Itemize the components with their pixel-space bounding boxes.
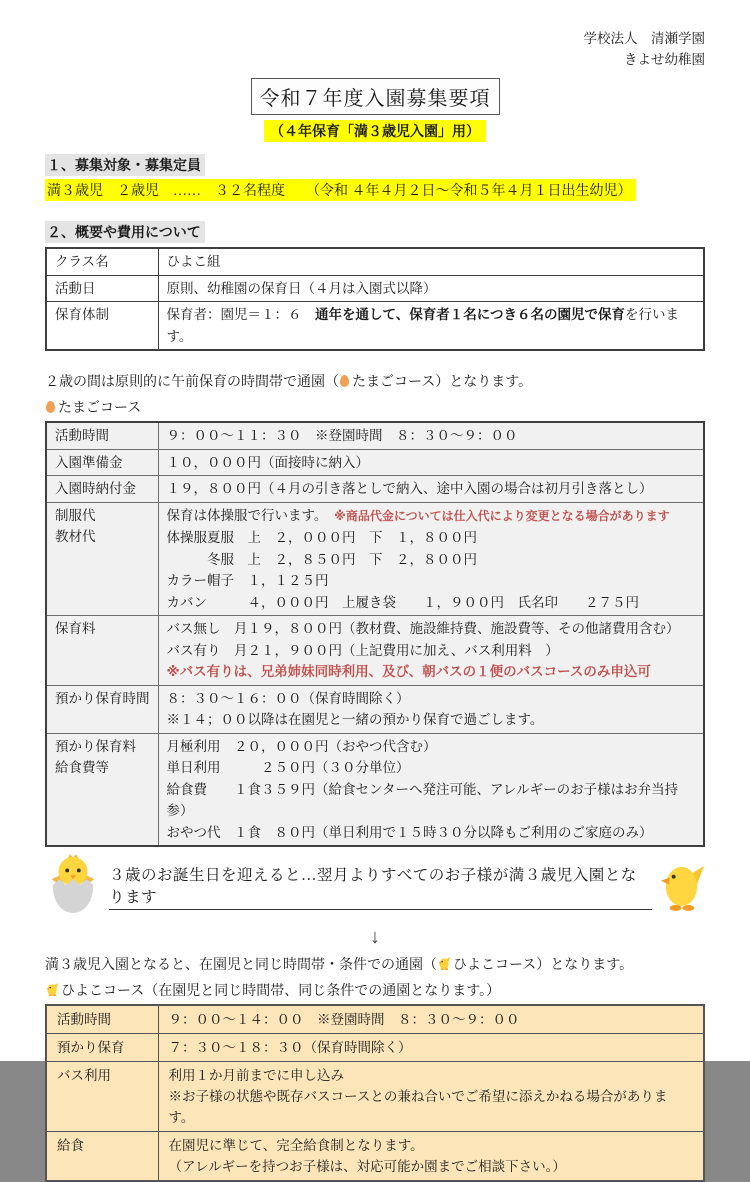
table-row (46, 1005, 704, 1034)
row-label (46, 1132, 158, 1182)
chick-icon (438, 956, 451, 971)
row-value-line (169, 1156, 694, 1177)
table-row (46, 476, 704, 503)
recruit-target-line: 満３歳児 ２歳児 …… ３２名程度 （令和 ４年４月２日～令和５年４月１日出生幼児） (45, 179, 636, 201)
egg-icon (46, 401, 55, 413)
table-row (46, 1034, 704, 1062)
row-value-line (169, 1065, 694, 1086)
tamago-intro (45, 371, 705, 391)
row-value-line (167, 640, 696, 662)
row-value (158, 616, 704, 686)
chick-icon (46, 982, 59, 997)
row-label-line: 活動時間 (55, 428, 109, 443)
down-arrow: ↓ (370, 926, 380, 948)
row-value-line (167, 304, 696, 347)
row-label-line: 保育体制 (55, 307, 109, 322)
row-label (46, 1034, 158, 1062)
row-value-line (167, 278, 696, 300)
row-label (46, 449, 158, 476)
row-value (158, 502, 704, 616)
row-label-line: クラス名 (55, 254, 109, 269)
table-row (46, 502, 704, 616)
row-value-line (167, 757, 696, 779)
text-segment: ※バス有りは、兄弟姉妹同時利用、及び、朝バスの１便のバスコースのみ申込可 (166, 664, 651, 679)
row-label-line: 給食費等 (55, 760, 109, 775)
table-row (46, 616, 704, 686)
row-value-line (167, 779, 696, 822)
row-label (46, 502, 158, 616)
text-segment: ２歳の間は原則的に午前保育の時間帯で通園（ (45, 375, 339, 390)
text-segment: おやつ代 １食 ８０円（単日利用で１５時３０分以降もご利用のご家庭のみ） (166, 824, 653, 840)
row-label-line: 預かり保育 (57, 1040, 125, 1055)
row-value (158, 685, 704, 733)
text-segment: たまごコース (58, 401, 142, 416)
text-segment: １９，８００円（４月の引き落としで納入、途中入園の場合は初月引き落とし） (166, 481, 653, 496)
row-value (158, 733, 704, 846)
row-label-line: バス利用 (57, 1068, 111, 1083)
row-value (158, 476, 704, 503)
text-segment: 保育者：園児＝１：６ (166, 307, 315, 322)
row-value (158, 302, 704, 351)
text-segment: ８：３０～１６：００（保育時間除く） (166, 690, 410, 706)
table-row (46, 449, 704, 476)
section2-heading-row (45, 221, 705, 243)
row-value-line (167, 709, 696, 731)
text-segment: ※商品代金については仕入代により変更となる場合があります (334, 508, 670, 523)
row-label-line: 制服代 (55, 507, 96, 523)
standing-chick-image (660, 856, 705, 918)
row-value-line (167, 425, 696, 447)
table-row (46, 275, 704, 302)
row-label (46, 616, 158, 686)
row-value-line (167, 549, 696, 571)
row-value-line (167, 251, 696, 273)
text-segment: カバン ４，０００円 上履き袋 １，９００円 氏名印 ２７５円 (166, 594, 639, 610)
row-value-line (167, 688, 696, 710)
hiyoko-intro (45, 954, 705, 974)
row-value-line (169, 1009, 694, 1030)
row-value-line (169, 1037, 694, 1058)
text-segment: ※１４；００以降は在園児と一緒の預かり保育で過ごします。 (166, 712, 544, 727)
row-label-line: 入園時納付金 (55, 481, 136, 496)
row-label (46, 275, 158, 302)
egg-icon (340, 375, 349, 387)
row-value-line (167, 527, 696, 549)
row-label-line: 預かり保育時間 (55, 690, 150, 706)
row-value-line (167, 452, 696, 474)
text-segment: １０，０００円（面接時に納入） (166, 454, 369, 470)
row-label-line: 給食 (57, 1138, 84, 1153)
text-segment: ７：３０～１８：３０（保育時間除く） (168, 1040, 412, 1055)
row-value-line (169, 1086, 694, 1128)
text-segment: ひよこコース（在園児と同じ時間帯、同じ条件での通園となります。） (61, 984, 501, 999)
row-value-line (167, 736, 696, 758)
row-value-line (167, 570, 696, 592)
organization-name: 学校法人 清瀬学園 (583, 31, 705, 46)
row-label-line: 教材代 (55, 529, 96, 544)
row-value (158, 1034, 704, 1062)
row-label-line: 入園準備金 (55, 454, 123, 470)
text-segment: 月極利用 ２０，０００円（おやつ代含む） (166, 738, 437, 754)
row-label-line: 活動日 (55, 280, 96, 296)
text-segment: ひよこコース）となります。 (453, 958, 634, 973)
table-row (46, 422, 704, 449)
text-segment: バス無し 月１９，８００円（教材費、施設維持費、施設費等、その他諸費用含む） (166, 621, 680, 636)
row-label-line: 預かり保育料 (55, 738, 136, 754)
hiyoko-course-label (45, 980, 705, 1000)
recruit-target-row (45, 179, 705, 201)
row-value (158, 1132, 704, 1182)
table-row (46, 302, 704, 351)
birthday-banner-text: ３歳のお誕生日を迎えると…翌月よりすべてのお子様が満３歳児入園となります (109, 863, 652, 910)
row-label (46, 685, 158, 733)
row-label (46, 1005, 158, 1034)
row-label (46, 733, 158, 846)
text-segment: 利用１か月前までに申し込み (168, 1068, 344, 1083)
hiyoko-course-table (45, 1004, 705, 1182)
text-segment: ９：００～１１：３０ ※登園時間 ８：３０～９：００ (166, 428, 518, 443)
overview-table (45, 247, 705, 351)
text-segment: ９：００～１４：００ ※登園時間 ８：３０～９：００ (168, 1012, 520, 1027)
birthday-banner (45, 851, 705, 922)
row-value (158, 248, 704, 275)
text-segment: 給食費 １食３５９円（給食センターへ発注可能、アレルギーのお子様はお弁当持参） (166, 781, 679, 818)
row-label-line: 活動時間 (57, 1012, 111, 1027)
text-segment: カラー帽子 １，１２５円 (166, 573, 329, 588)
text-segment: 単日利用 ２５０円（３０分単位） (166, 760, 410, 775)
row-value-line (167, 478, 696, 500)
subtitle-row (45, 120, 705, 142)
row-value (158, 449, 704, 476)
text-segment: 満３歳児入園となると、在園児と同じ時間帯・条件での通園（ (45, 958, 437, 973)
hatching-chick-image (45, 851, 101, 922)
page-title: 令和７年度入園募集要項 (251, 78, 500, 115)
row-value-line (167, 661, 696, 683)
row-label (46, 1062, 158, 1132)
text-segment: 通年を通して、保育者１名につき６名の園児で保育 (315, 307, 625, 322)
section2-heading: ２、概要や費用について (45, 221, 205, 243)
table-row (46, 1132, 704, 1182)
text-segment: 冬服 上 ２，８５０円 下 ２，８００円 (166, 551, 477, 567)
row-value-line (169, 1135, 694, 1156)
row-label (46, 302, 158, 351)
row-label (46, 422, 158, 449)
table-row (46, 1062, 704, 1132)
text-segment: ※お子様の状態や既存バスコースとの兼ね合いでご希望に添えかねる場合があります。 (168, 1089, 668, 1125)
section1-heading: １、募集対象・募集定員 (45, 154, 205, 176)
table-row (46, 733, 704, 846)
text-segment: 保育は体操服で行います。 (166, 507, 335, 523)
kindergarten-name: きよせ幼稚園 (624, 52, 705, 67)
text-segment: たまごコース）となります。 (352, 375, 533, 390)
row-label-line: 保育料 (55, 621, 96, 636)
text-segment: ひよこ組 (166, 254, 221, 269)
tamago-course-table (45, 421, 705, 847)
row-value-line (167, 505, 696, 528)
text-segment: （アレルギーを持つお子様は、対応可能か園までご相談下さい。） (168, 1159, 566, 1174)
text-segment: 在園児に準じて、完全給食制となります。 (168, 1138, 424, 1153)
text-segment: バス有り 月２１，９００円（上記費用に加え、バス利用料 ） (166, 642, 559, 658)
table-row (46, 248, 704, 275)
row-value (158, 422, 704, 449)
row-value (158, 275, 704, 302)
row-value-line (167, 618, 696, 640)
text-segment: 原則、幼稚園の保育日（４月は入園式以降） (166, 280, 437, 296)
section1-heading-row (45, 154, 705, 176)
row-value (158, 1005, 704, 1034)
page-subtitle: （４年保育「満３歳児入園」用） (264, 120, 486, 142)
table-row (46, 685, 704, 733)
row-value-line (167, 592, 696, 614)
text-segment: 体操服夏服 上 ２，０００円 下 １，８００円 (166, 530, 477, 545)
title-row (45, 78, 705, 115)
row-value-line (167, 822, 696, 844)
row-label (46, 248, 158, 275)
row-value (158, 1062, 704, 1132)
organization-block (45, 28, 705, 70)
tamago-course-label (45, 397, 705, 417)
row-label (46, 476, 158, 503)
text-segment: を行います。 (166, 307, 679, 344)
